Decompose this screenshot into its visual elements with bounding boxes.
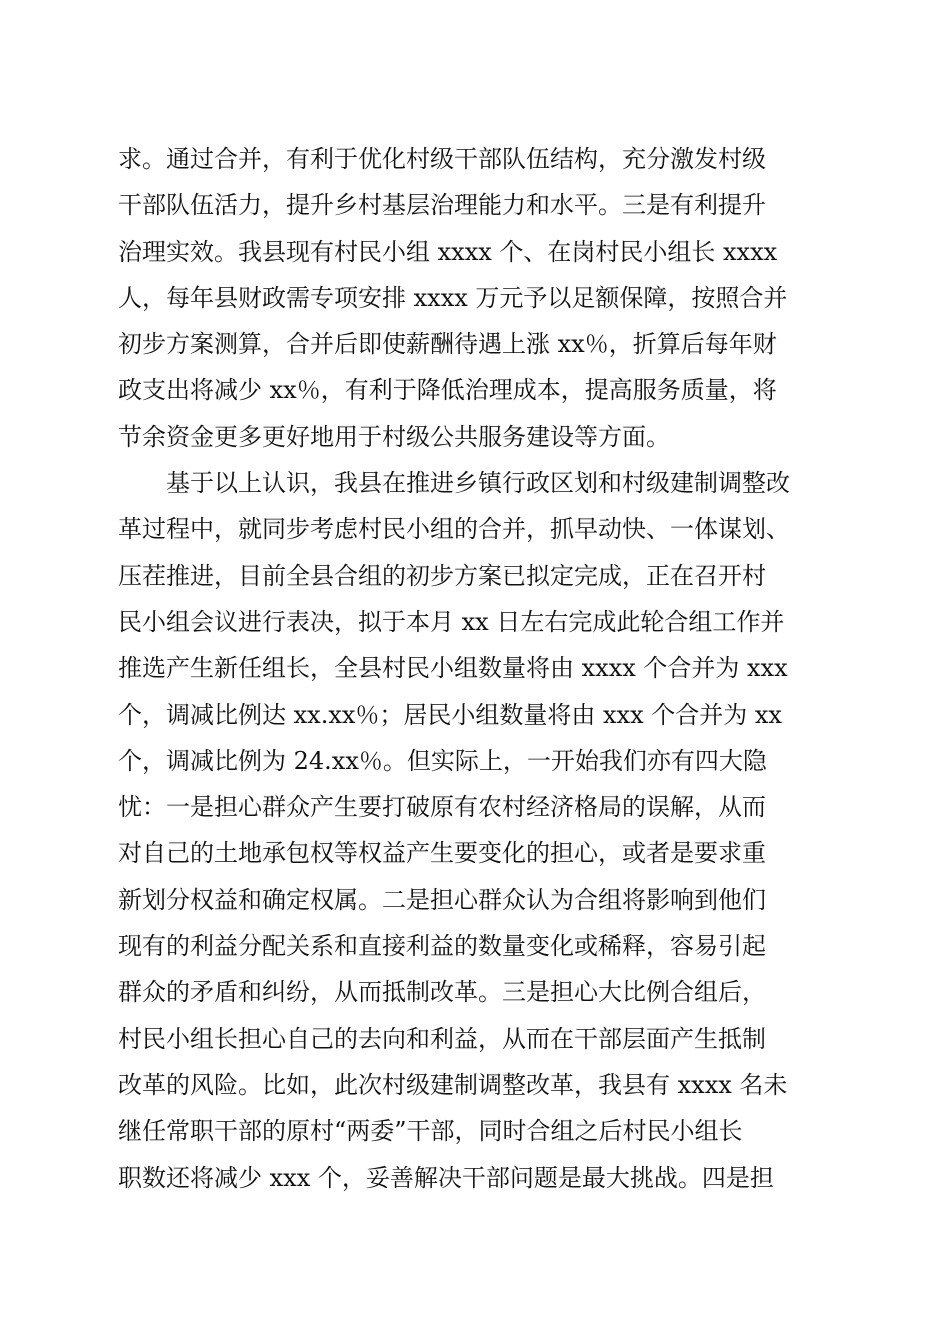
- text-line: 群众的矛盾和纠纷，从而抵制改革。三是担心大比例合组后，: [118, 978, 766, 1007]
- text-line: 求。通过合并，有利于优化村级干部队伍结构，充分激发村级: [118, 145, 766, 173]
- text-line: 个，调减比例为 24.xx％。但实际上，一开始我们亦有四大隐: [118, 746, 767, 775]
- text-line: 推选产生新任组长，全县村民小组数量将由 xxxx 个合并为 xxx: [118, 654, 788, 683]
- text-line: 改革的风险。比如，此次村级建制调整改革，我县有 xxxx 名未: [118, 1070, 788, 1099]
- text-line: 干部队伍活力，提升乡村基层治理能力和水平。三是有利提升: [118, 191, 766, 220]
- text-line: 初步方案测算，合并后即使薪酬待遇上涨 xx％，折算后每年财: [118, 330, 777, 359]
- text-line: 继任常职干部的原村“两委”干部，同时合组之后村民小组长: [118, 1117, 743, 1146]
- text-line: 节余资金更多更好地用于村级公共服务建设等方面。: [118, 422, 670, 451]
- text-line: 新划分权益和确定权属。二是担心群众认为合组将影响到他们: [118, 885, 766, 914]
- paragraph-first-line: 基于以上认识，我县在推进乡镇行政区划和村级建制调整改: [166, 469, 790, 498]
- text-line: 职数还将减少 xxx 个，妥善解决干部问题是最大挑战。四是担: [118, 1163, 774, 1192]
- text-line: 对自己的土地承包权等权益产生要变化的担心，或者是要求重: [118, 839, 766, 868]
- body-text: [118, 136, 832, 1201]
- text-line: 民小组会议进行表决，拟于本月 xx 日左右完成此轮合组工作并: [118, 607, 785, 636]
- text-line: 忧：一是担心群众产生要打破原有农村经济格局的误解，从而: [118, 793, 766, 822]
- text-line: 人，每年县财政需专项安排 xxxx 万元予以足额保障，按照合并: [118, 283, 788, 312]
- text-line: 革过程中，就同步考虑村民小组的合并，抓早动快、一体谋划、: [118, 515, 790, 544]
- text-line: 治理实效。我县现有村民小组 xxxx 个、在岗村民小组长 xxxx: [118, 237, 778, 266]
- text-line: 压茬推进，目前全县合组的初步方案已拟定完成，正在召开村: [118, 561, 766, 590]
- text-line: 村民小组长担心自己的去向和利益，从而在干部层面产生抵制: [118, 1024, 766, 1053]
- text-line: 现有的利益分配关系和直接利益的数量变化或稀释，容易引起: [118, 932, 766, 961]
- text-line: 政支出将减少 xx％，有利于降低治理成本，提高服务质量，将: [118, 376, 777, 405]
- text-line: 个，调减比例达 xx.xx％；居民小组数量将由 xxx 个合并为 xx: [118, 700, 782, 729]
